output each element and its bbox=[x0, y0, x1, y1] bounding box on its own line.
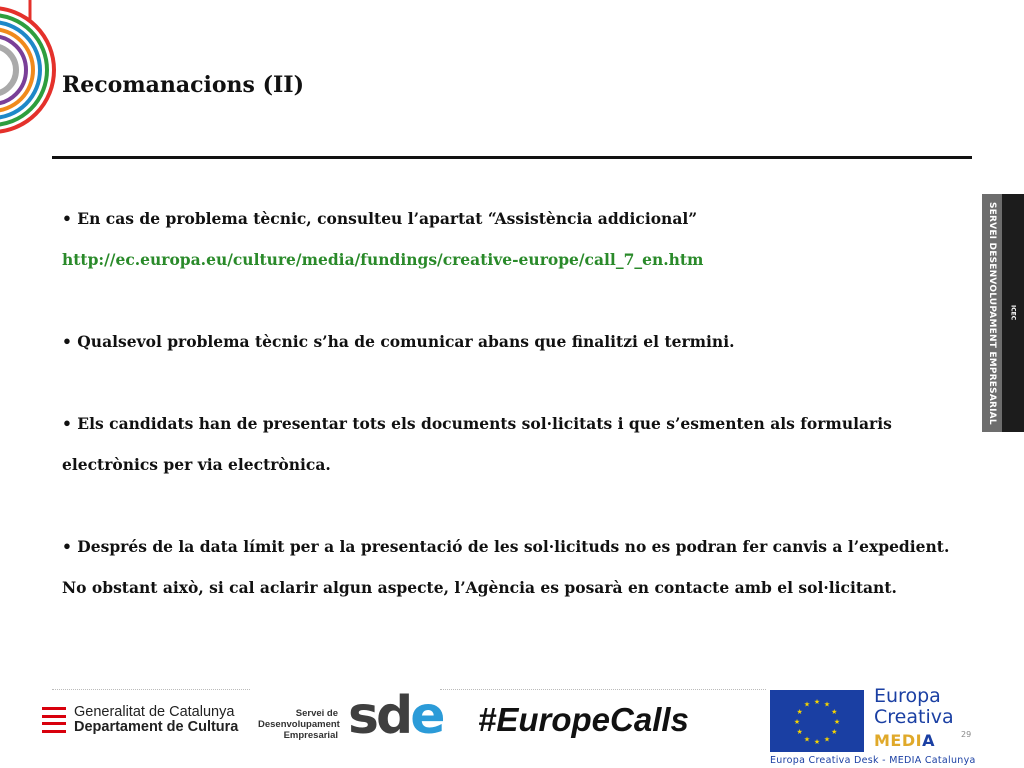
eu-star-icon: ★ bbox=[796, 728, 803, 736]
generalitat-logo bbox=[42, 705, 238, 735]
desk-caption: Europa Creativa Desk - MEDIA Catalunya bbox=[770, 755, 976, 766]
slide-title: Recomanacions (II) bbox=[62, 72, 304, 98]
sde-caption: Servei de Desenvolupament Empresarial bbox=[258, 708, 340, 741]
side-tab-label: SERVEI DESENVOLUPAMENT EMPRESARIAL bbox=[987, 201, 997, 425]
eu-star-icon: ★ bbox=[796, 708, 803, 716]
eu-star-icon: ★ bbox=[823, 700, 831, 709]
department-name: Departament de Cultura bbox=[74, 719, 239, 735]
slide-content bbox=[62, 198, 967, 608]
title-divider bbox=[52, 156, 972, 159]
hashtag-europecalls: #EuropeCalls bbox=[478, 701, 689, 738]
eu-star-icon: ★ bbox=[813, 698, 821, 706]
side-tab-short: ICEC bbox=[1009, 305, 1017, 321]
sde-logo: sde bbox=[348, 686, 443, 746]
eu-star-icon: ★ bbox=[813, 738, 821, 746]
side-tab bbox=[982, 194, 1024, 432]
bullet-technical-problem: • En cas de problema tècnic, consulteu l’apartat “Assistència addicional” bbox=[62, 209, 698, 228]
eu-star-icon: ★ bbox=[831, 728, 838, 736]
page-number: 29 bbox=[961, 730, 972, 739]
eu-star-icon: ★ bbox=[833, 718, 841, 726]
eu-flag-icon bbox=[770, 690, 864, 752]
eu-star-icon: ★ bbox=[831, 708, 838, 716]
generalitat-name: Generalitat de Catalunya bbox=[74, 704, 235, 720]
footer-divider-right bbox=[440, 689, 766, 690]
eu-star-icon: ★ bbox=[803, 735, 811, 744]
bullet-submit-documents: • Els candidats han de presentar tots els documents sol·licitats i que s’esmenten als formularis electrònics per via electrònica. bbox=[62, 414, 892, 474]
media-logo: MEDIA bbox=[874, 731, 935, 750]
corner-arcs-logo bbox=[0, 0, 60, 160]
senyera-icon bbox=[42, 707, 66, 733]
eu-star-icon: ★ bbox=[823, 735, 831, 744]
footer-divider-left bbox=[52, 689, 250, 690]
bullet-after-deadline: • Després de la data límit per a la presentació de les sol·licituds no es podran fer canvis a l’expedient. No obstant això, si cal aclarir algun aspecte, l’Agència es posarà en contacte amb el sol·licitant. bbox=[62, 537, 950, 597]
bullet-report-before-deadline: • Qualsevol problema tècnic s’ha de comunicar abans que finalitzi el termini. bbox=[62, 332, 735, 351]
eu-star-icon: ★ bbox=[793, 718, 801, 726]
eu-star-icon: ★ bbox=[803, 700, 811, 709]
europa-creativa-logo: Europa Creativa bbox=[874, 685, 954, 728]
assistance-link[interactable]: http://ec.europa.eu/culture/media/fundings/creative-europe/call_7_en.htm bbox=[62, 250, 704, 269]
